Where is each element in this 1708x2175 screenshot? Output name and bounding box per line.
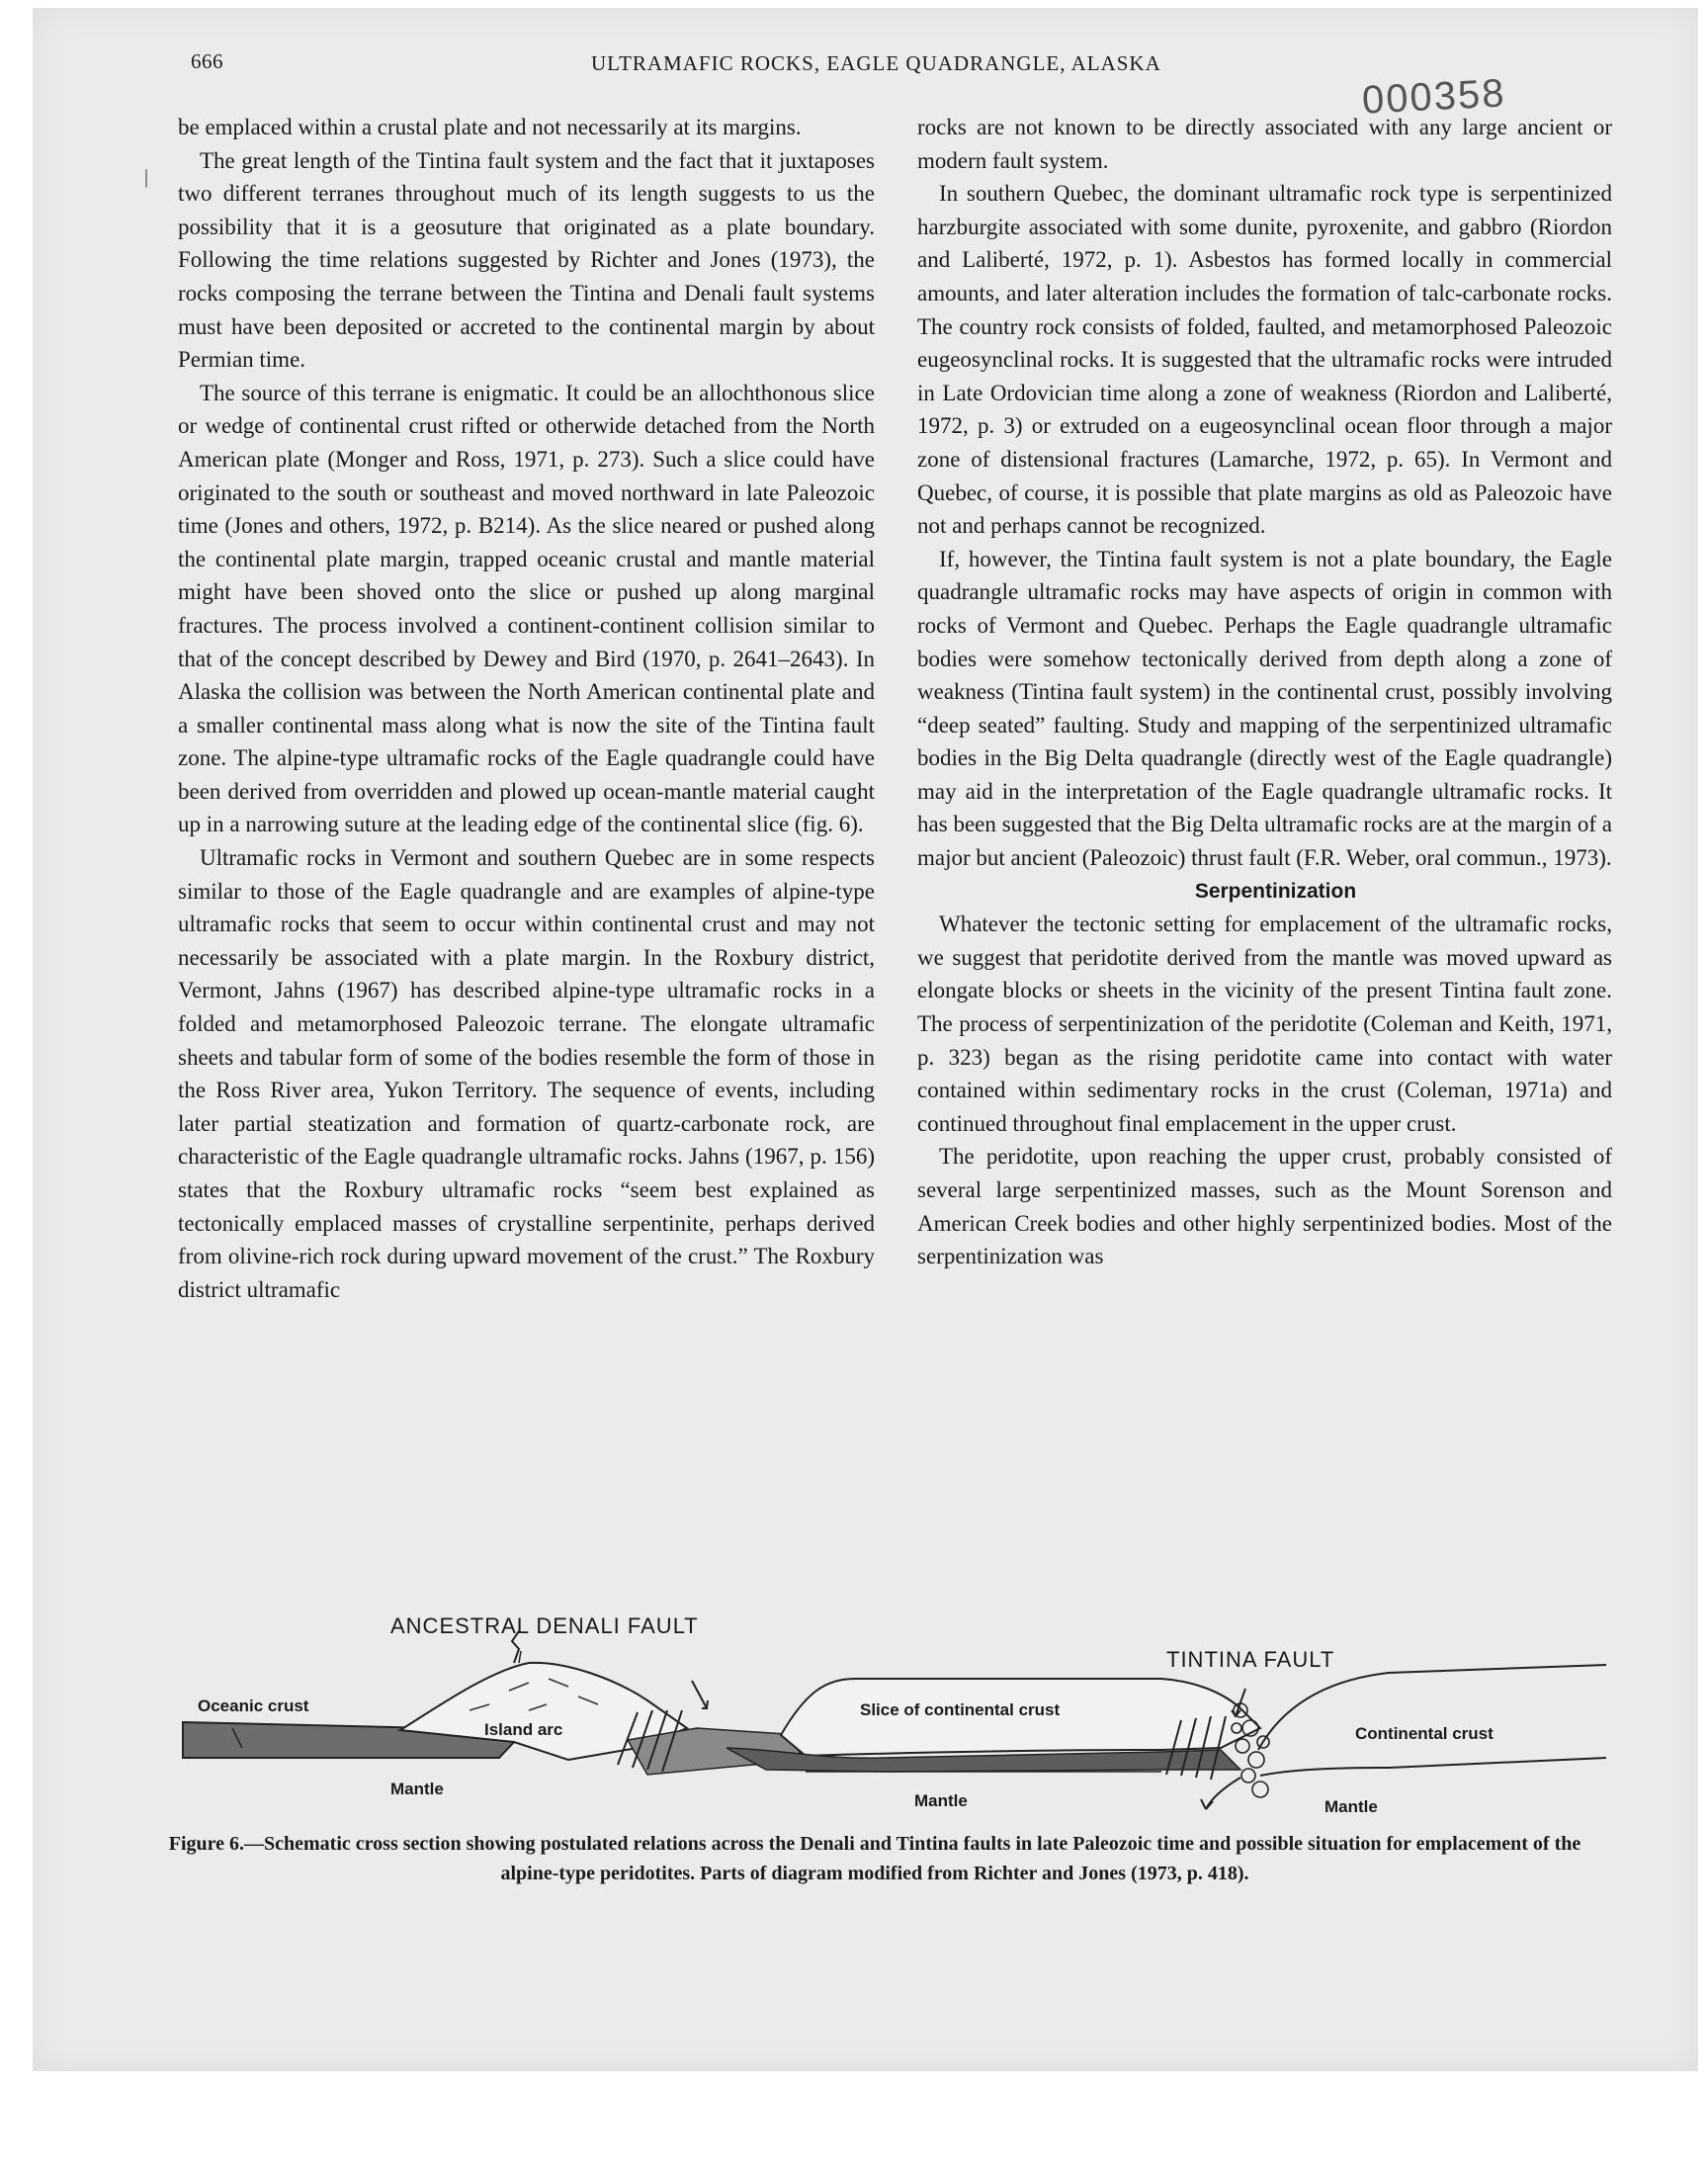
label-tintina-fault: TINTINA FAULT xyxy=(1166,1647,1335,1672)
archive-stamp: 000358 xyxy=(1360,71,1507,123)
paragraph: The source of this terrane is enigmatic. It could be an allochthonous slice or wedge of continental crust rifted or otherwide detached from the North American plate (Monger and Ross, 1971, p. 273). Such a slice could have originated to the south or southeast and moved northward in late Paleozoic time (Jones and others, 1972, p. B214). As the slice neared or pushed along the continental plate margin, trapped oceanic crustal and mantle material might have been shoved onto the slice or pushed up along marginal fractures. The process involved a continent-continent collision similar to that of the concept described by Dewey and Bird (1970, p. 2641–2643). In Alaska the collision was between the North American continental plate and a smaller continental mass along what is now the site of the Tintina fault zone. The alpine-type ultramafic rocks of the Eagle quadrangle could have been derived from overridden and plowed up ocean-mantle material caught up in a narrowing suture at the leading edge of the continental slice (fig. 6). xyxy=(178,380,875,837)
paragraph: The peridotite, upon reaching the upper crust, probably consisted of several large serpentinized masses, such as the Mount Sorenson and American Creek bodies and other highly serpentinized bodies. Most of the serpentinization was xyxy=(917,1144,1612,1269)
paragraph: be emplaced within a crustal plate and not necessarily at its margins. xyxy=(178,115,802,139)
section-heading: Serpentinization xyxy=(1194,879,1357,903)
label-island-arc: Island arc xyxy=(484,1720,563,1739)
label-continental-slice: Slice of continental crust xyxy=(860,1700,1061,1719)
margin-mark: | xyxy=(144,166,149,188)
paragraph: The great length of the Tintina fault system and the fact that it juxtaposes two different terranes throughout much of its length suggests to us the possibility that it is a geosuture that originated as a plate boundary. Following the time relations suggested by Richter and Jones (1973), the rocks composing the terrane between the Tintina and Denali fault systems must have been deposited or accreted to the continental margin by about Permian time. xyxy=(178,147,875,373)
paragraph: Whatever the tectonic setting for emplacement of the ultramafic rocks, we suggest that peridotite derived from the mantle was moved upward as elongate blocks or sheets in the vicinity of the present Tintina fault zone. The process of serpentinization of the peridotite (Coleman and Keith, 1971, p. 323) began as the rising peridotite came into contact with water contained within sedimentary rocks in the crust (Coleman, 1971a) and continued throughout final emplacement in the upper crust. xyxy=(917,912,1612,1136)
label-mantle-left: Mantle xyxy=(390,1780,444,1798)
denali-label-leader xyxy=(519,1651,521,1663)
page-number: 666 xyxy=(191,49,223,73)
continental-crust-base xyxy=(1260,1758,1606,1776)
label-mantle-middle: Mantle xyxy=(914,1791,968,1810)
paragraph: rocks are not known to be directly associated with any large ancient or modern fault system. xyxy=(917,115,1612,173)
paragraph: If, however, the Tintina fault system is not a plate boundary, the Eagle quadrangle ultramafic rocks may have aspects of origin in common with rocks of Vermont and Quebec. Perhaps the Eagle quadrangle ultramafic bodies were somehow tectonically derived from depth along a zone of weakness (Tintina fault system) in the continental crust, possibly involving “deep seated” faulting. Study and mapping of the serpentinized ultramafic bodies in the Big Delta quadrangle (directly west of the Eagle quadrangle) may aid in the interpretation of the Eagle quadrangle ultramafic rocks. It has been suggested that the Big Delta ultramafic rocks are at the margin of a major but ancient (Paleozoic) thrust fault (F.R. Weber, oral commun., 1973). xyxy=(917,546,1612,871)
right-column xyxy=(917,111,1612,1273)
figure-caption: Figure 6.—Schematic cross section showing postulated relations across the Denali and Tintina faults in late Paleozoic time and possible situation for emplacement of the alpine-type peridotites. Parts of diagram modified from Richter and Jones (1973, p. 418). xyxy=(168,1833,1581,1884)
paragraph: Ultramafic rocks in Vermont and southern Quebec are in some respects similar to those of the Eagle quadrangle and are examples of alpine-type ultramafic rocks that seem to occur within continental crust and may not necessarily be associated with a plate margin. In the Roxbury district, Vermont, Jahns (1967) has described alpine-type ultramafic rocks in a folded and metamorphosed Paleozoic terrane. The elongate ultramafic sheets and tabular form of some of the bodies resemble the form of those in the Ross River area, Yukon Territory. The sequence of events, including later partial steatization and formation of quartz-carbonate rock, are characteristic of the Eagle quadrangle ultramafic rocks. Jahns (1967, p. 156) states that the Roxbury ultramafic rocks “seem best explained as tectonically emplaced masses of crystalline serpentinite, perhaps derived from olivine-rich rock during upward movement of the crust.” The Roxbury district ultramafic xyxy=(178,845,875,1302)
paragraph: In southern Quebec, the dominant ultramafic rock type is serpentinized harzburgite associated with some dunite, pyroxenite, and gabbro (Riordon and Laliberté, 1972, p. 1). Asbestos has formed locally in commercial amounts, and later alteration includes the formation of talc-carbonate rocks. The country rock consists of folded, faulted, and metamorphosed Paleozoic eugeosynclinal rocks. It is suggested that the ultramafic rocks were intruded in Late Ordovician time along a zone of weakness (Riordon and Laliberté, 1972, p. 3) or extruded on a eugeosynclinal ocean floor through a major zone of distensional fractures (Lamarche, 1972, p. 65). In Vermont and Quebec, of course, it is possible that plate margins as old as Paleozoic have not and perhaps cannot be recognized. xyxy=(917,181,1612,539)
denali-arrow xyxy=(692,1681,707,1708)
label-ancestral-denali-fault: ANCESTRAL DENALI FAULT xyxy=(390,1613,699,1638)
left-column xyxy=(178,111,875,1306)
label-oceanic-crust: Oceanic crust xyxy=(198,1696,309,1715)
label-mantle-right: Mantle xyxy=(1324,1797,1378,1816)
running-head: ULTRAMAFIC ROCKS, EAGLE QUADRANGLE, ALASKA xyxy=(591,51,1161,75)
label-continental-crust: Continental crust xyxy=(1355,1724,1494,1743)
cross-section-figure xyxy=(173,1602,1616,1829)
